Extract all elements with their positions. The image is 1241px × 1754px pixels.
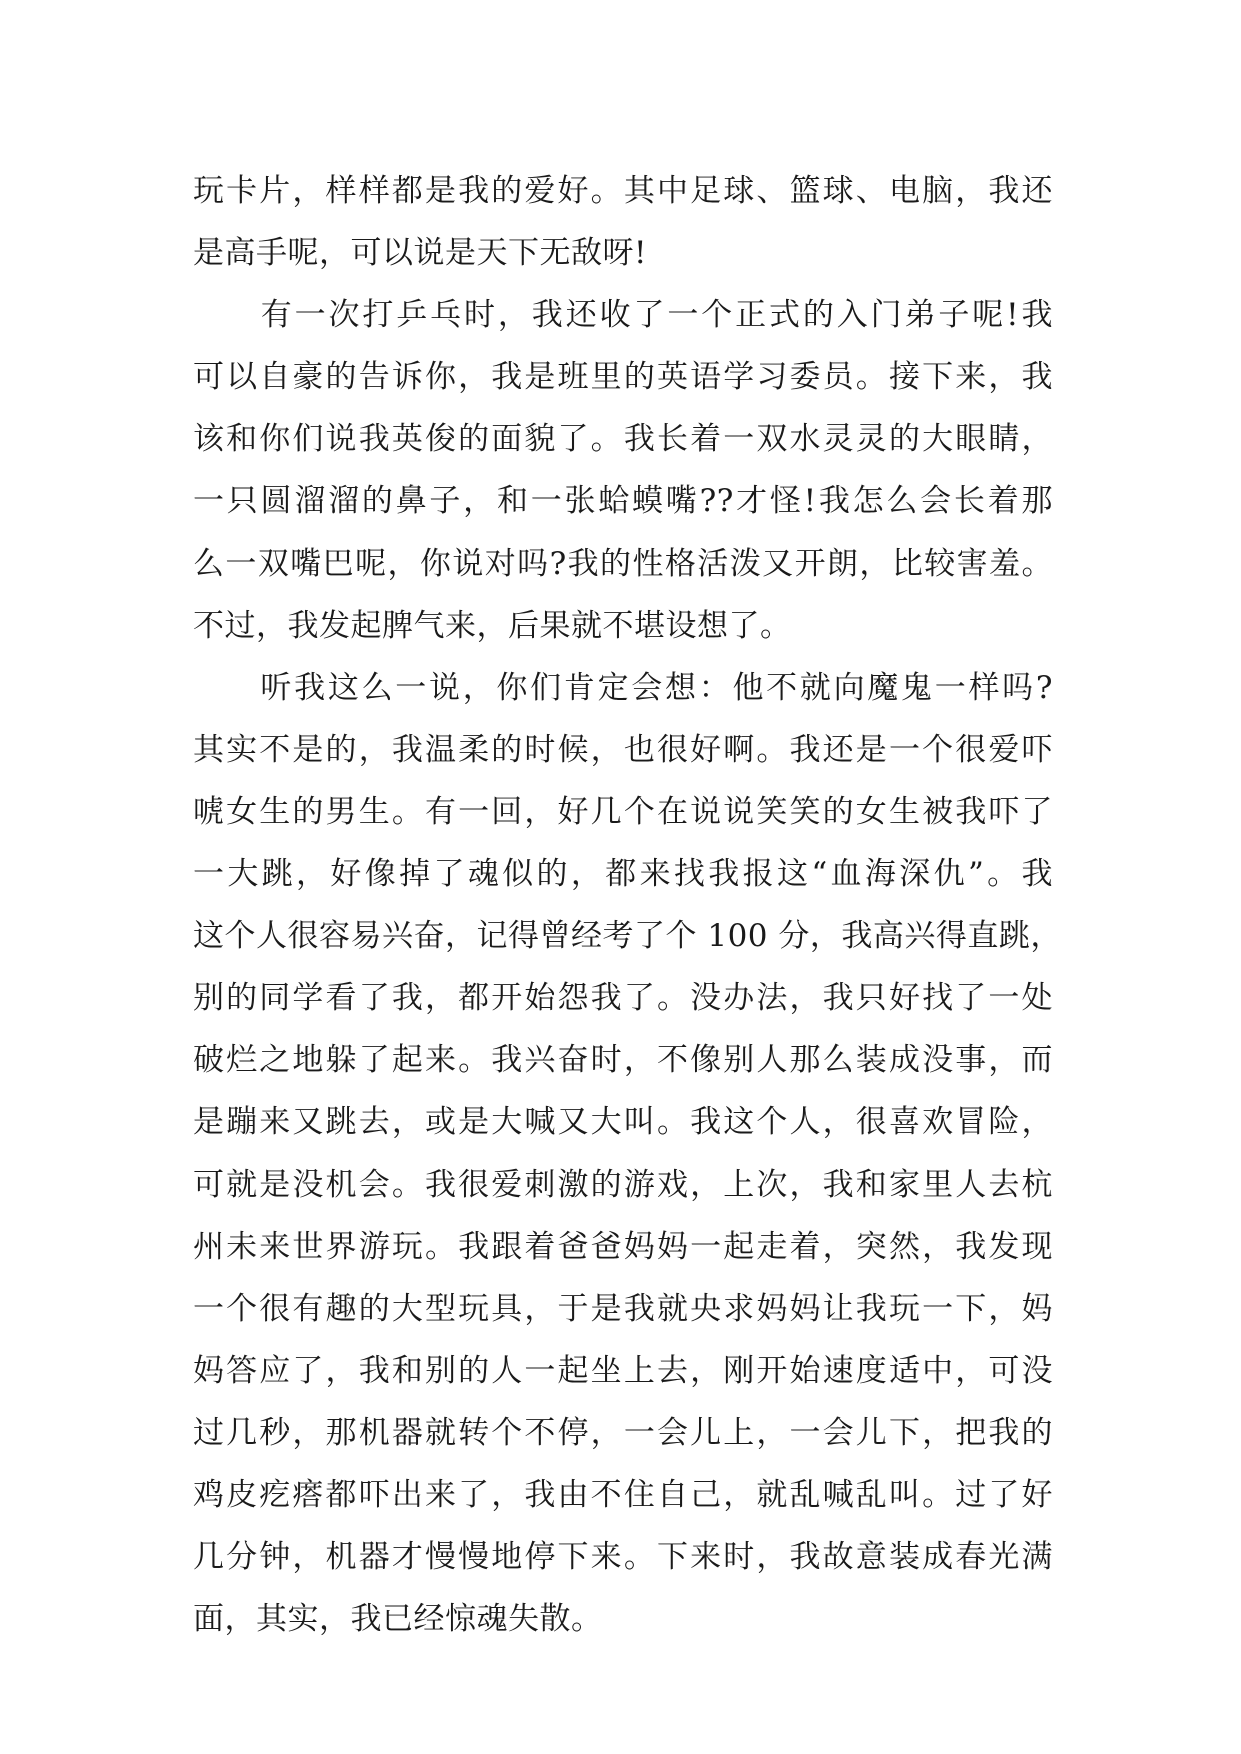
text-line: 可以自豪的告诉你，我是班里的英语学习委员。接下来，我 xyxy=(193,359,1053,396)
text-line: 有一次打乒乓时，我还收了一个正式的入门弟子呢!我 xyxy=(193,297,1053,334)
text-line: 鸡皮疙瘩都吓出来了，我由不住自己，就乱喊乱叫。过了好 xyxy=(193,1476,1053,1513)
document-body xyxy=(193,160,1062,1650)
text-line: 别的同学看了我，都开始怨我了。没办法，我只好找了一处 xyxy=(193,980,1053,1017)
text-line: 玩卡片，样样都是我的爱好。其中足球、篮球、电脑，我还 xyxy=(193,173,1053,209)
text-line: 是高手呢，可以说是天下无敌呀! xyxy=(193,235,647,272)
text-line: 唬女生的男生。有一回，好几个在说说笑笑的女生被我吓了 xyxy=(193,793,1053,830)
text-line: 该和你们说我英俊的面貌了。我长着一双水灵灵的大眼睛， xyxy=(193,421,1053,458)
text-line: 州未来世界游玩。我跟着爸爸妈妈一起走着，突然，我发现 xyxy=(193,1228,1053,1265)
text-line: 这个人很容易兴奋，记得曾经考了个 100 分，我高兴得直跳， xyxy=(193,918,1062,955)
text-line: 一大跳，好像掉了魂似的，都来找我报这“血海深仇”。我 xyxy=(193,856,1053,893)
text-line: 听我这么一说，你们肯定会想：他不就向魔鬼一样吗? xyxy=(193,669,1053,706)
text-line: 可就是没机会。我很爱刺激的游戏，上次，我和家里人去杭 xyxy=(193,1166,1053,1203)
text-line: 么一双嘴巴呢，你说对吗?我的性格活泼又开朗，比较害羞。 xyxy=(193,545,1053,582)
text-line: 面，其实，我已经惊魂失散。 xyxy=(193,1601,603,1638)
text-line: 妈答应了，我和别的人一起坐上去，刚开始速度适中，可没 xyxy=(193,1352,1053,1389)
text-line: 其实不是的，我温柔的时候，也很好啊。我还是一个很爱吓 xyxy=(193,731,1053,768)
text-line: 是蹦来又跳去，或是大喊又大叫。我这个人，很喜欢冒险， xyxy=(193,1104,1053,1141)
text-line: 不过，我发起脾气来，后果就不堪设想了。 xyxy=(193,607,792,644)
text-line: 一个很有趣的大型玩具，于是我就央求妈妈让我玩一下，妈 xyxy=(193,1290,1053,1327)
text-line: 过几秒，那机器就转个不停，一会儿上，一会儿下，把我的 xyxy=(193,1414,1053,1451)
text-line: 几分钟，机器才慢慢地停下来。下来时，我故意装成春光满 xyxy=(193,1539,1053,1576)
text-line: 一只圆溜溜的鼻子，和一张蛤蟆嘴??才怪!我怎么会长着那 xyxy=(193,483,1053,520)
text-line: 破烂之地躲了起来。我兴奋时，不像别人那么装成没事，而 xyxy=(193,1042,1053,1079)
